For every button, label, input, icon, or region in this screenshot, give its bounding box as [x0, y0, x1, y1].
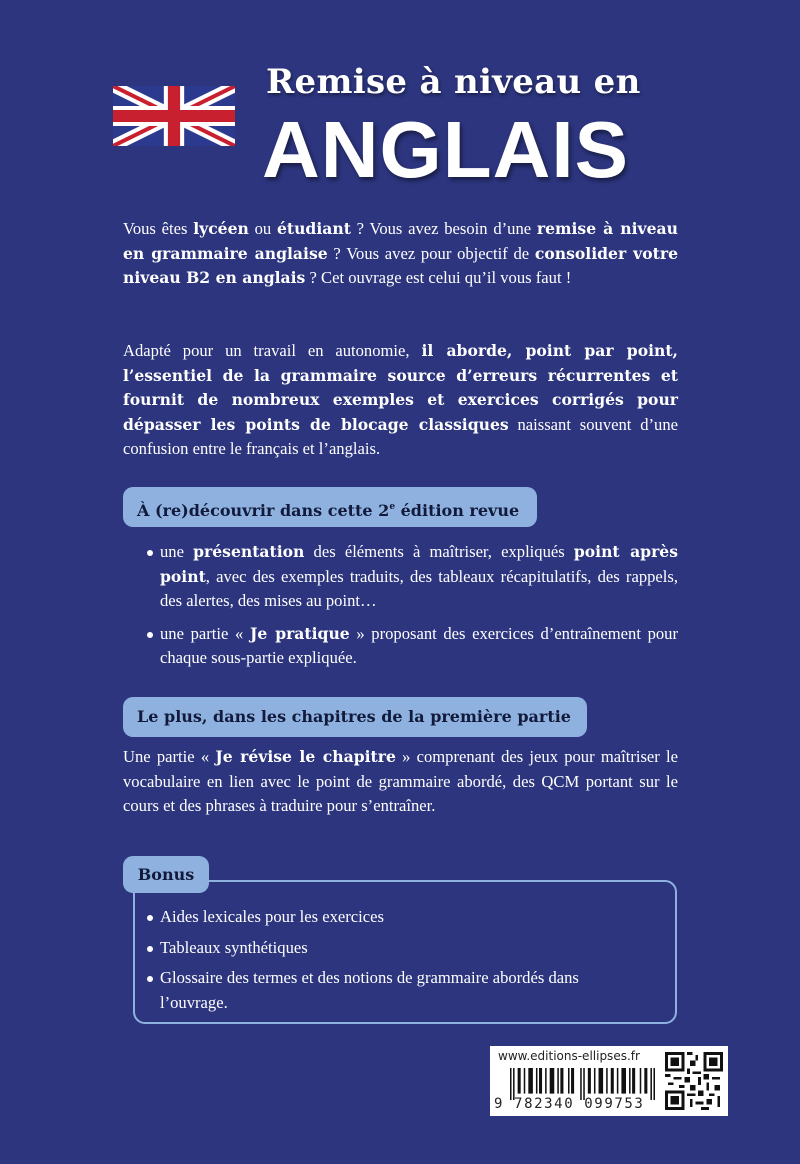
text: ? Vous avez pour objectif de — [327, 243, 535, 263]
text: une — [160, 542, 194, 561]
title-line-1: Remise à niveau en — [266, 62, 641, 102]
section-plus-label: Le plus, dans les chapitres de la première partie — [123, 697, 587, 737]
list-item: Aides lexicales pour les exercices — [146, 905, 646, 930]
rediscover-list — [146, 540, 678, 671]
bold-text: point après point — [160, 542, 678, 586]
isbn-number: 9 782340 099753 — [494, 1096, 645, 1112]
text: Vous êtes — [123, 219, 194, 238]
bonus-list — [146, 905, 646, 1015]
bold-text: il aborde, point par point, l’essentiel de la grammaire source d’erreurs récurrentes et fournit de nombreux exemples et exercices corrigés pour dépasser les points de blocage classiques — [123, 341, 678, 434]
text: des éléments à maîtriser, expliqués — [304, 542, 574, 561]
label-text: À (re)découvrir dans cette 2 — [137, 501, 390, 520]
publisher-url[interactable]: www.editions-ellipses.fr — [498, 1049, 640, 1063]
intro-paragraph-2 — [123, 339, 678, 462]
bonus-label: Bonus — [123, 856, 209, 893]
union-jack-flag-icon — [113, 86, 235, 146]
text: » comprenant des jeux pour maîtriser le vocabulaire en lien avec le point de grammaire abordé, des QCM portant sur le cours et des phrases à traduire pour s’entraîner. — [123, 747, 678, 815]
bold-text: remise à niveau en grammaire anglaise — [123, 219, 678, 263]
text: , avec des exemples traduits, des tableaux récapitulatifs, des rappels, des alertes, des mises au point… — [160, 566, 678, 610]
bold-text: lycéen — [193, 219, 249, 238]
bold-text: étudiant — [276, 219, 351, 238]
text: Une partie « — [123, 747, 216, 766]
barcode-panel — [490, 1046, 728, 1116]
bold-text: présentation — [193, 542, 305, 561]
text: ou — [248, 219, 277, 238]
section-rediscover-label — [123, 487, 537, 527]
section-plus-text — [123, 745, 678, 819]
text: » proposant des exercices d’entraînement pour chaque sous-partie expliquée. — [160, 623, 678, 667]
list-item: Glossaire des termes et des notions de grammaire abordés dans l’ouvrage. — [146, 966, 646, 1015]
list-item — [146, 540, 678, 614]
text: ? Vous avez besoin d’une — [350, 219, 537, 238]
bold-text: Je pratique — [249, 623, 350, 643]
text: ? Cet ouvrage est celui qu’il vous faut ! — [305, 268, 572, 287]
title-line-2: ANGLAIS — [262, 105, 629, 194]
list-item — [146, 622, 678, 671]
label-text-end: édition revue — [395, 501, 520, 520]
text: naissant souvent d’une confusion entre le français et l’anglais. — [123, 414, 678, 458]
intro-paragraph-1 — [123, 217, 678, 291]
text: une partie « — [160, 623, 250, 643]
list-item: Tableaux synthétiques — [146, 936, 646, 961]
bold-text: Je révise le chapitre — [215, 747, 396, 766]
bold-text: consolider votre niveau B2 en anglais — [123, 243, 678, 287]
text: Adapté pour un travail en autonomie, — [123, 341, 422, 360]
qr-code-icon[interactable] — [665, 1050, 723, 1112]
label-superscript: e — [389, 502, 396, 512]
